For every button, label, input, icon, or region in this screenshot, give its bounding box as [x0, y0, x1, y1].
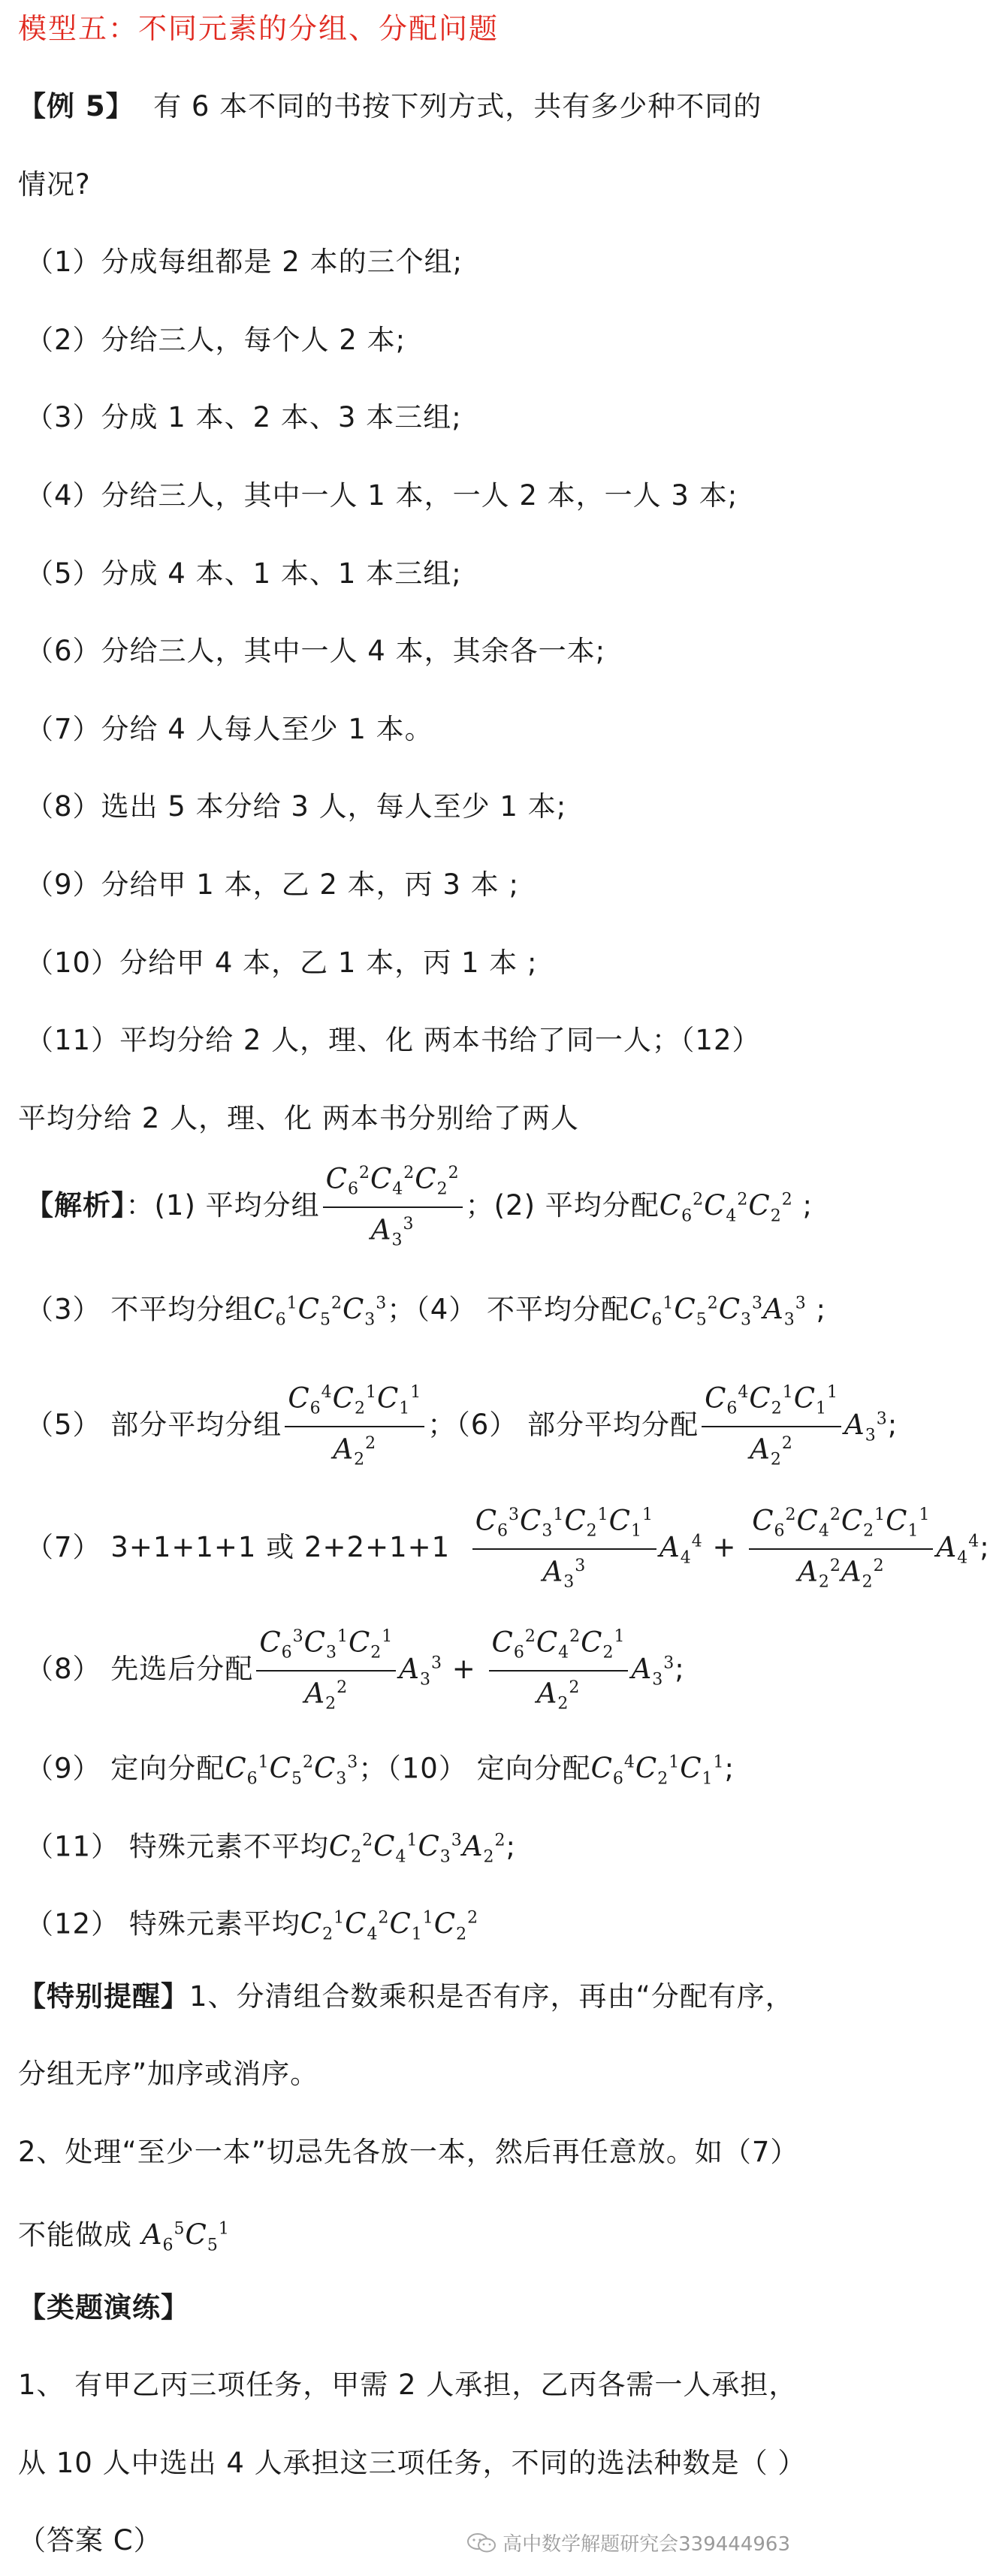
formula: $C_6^1C_5^2C_3^3$	[225, 1752, 359, 1789]
list-item: （4）分给三人，其中一人 1 本，一人 2 本，一人 3 本;	[26, 479, 738, 512]
formula: $\frac{C_6^2C_4^2C_2^1}{A_2^2}$	[489, 1620, 629, 1720]
list-item: （11）平均分给 2 人，理、化 两本书给了同一人；（12）	[26, 1024, 761, 1056]
list-item: （7）分给 4 人每人至少 1 本。	[26, 713, 433, 745]
analysis-line-3: （5） 部分平均分组 $\frac{C_6^4C_2^1C_1^1}{A_2^2}$ ；（6） 部分平均分配 $\frac{C_6^4C_2^1C_1^1}{A_2^2}$ $A_3^3$;	[26, 1376, 898, 1476]
formula: $C_2^1C_4^2C_1^1C_2^2$	[300, 1907, 479, 1944]
example-label: 【例 5】	[18, 90, 134, 122]
section-title: 模型五：不同元素的分组、分配问题	[18, 12, 500, 45]
practice-label: 【类题演练】	[18, 2291, 189, 2324]
analysis-line-1: 【解析】：(1) 平均分组 $\frac{C_6^2C_4^2C_2^2}{A_3^3}$ ；(2) 平均分配$C_6^2C_4^2C_2^2$ ;	[26, 1157, 813, 1257]
analysis-line-8: （12） 特殊元素平均$C_2^1C_4^2C_1^1C_2^2$	[26, 1907, 479, 1944]
reminder-line-4: 不能做成 $A_6^5C_5^1$	[18, 2218, 230, 2255]
reminder-line-3: 2、处理“至少一本”切忌先各放一本，然后再任意放。如（7）	[18, 2136, 799, 2168]
formula: $C_6^1C_5^2C_3^3A_3^3$	[629, 1293, 807, 1330]
analysis-line-4: （7） 3+1+1+1 或 2+2+1+1 $\frac{C_6^3C_3^1C_2^1C_1^1}{A_3^3}$ $A_4^4$ + $\frac{C_6^2C_4^2C_2^1C_1^1}{A_2^2A_2^2}$ $A_4^4$;	[26, 1499, 990, 1599]
wechat-icon	[466, 2532, 497, 2554]
list-item: （1）分成每组都是 2 本的三个组;	[26, 246, 463, 278]
practice-line-2: 从 10 人中选出 4 人承担这三项任务，不同的选法种数是（ ）	[18, 2447, 807, 2479]
practice-answer: （答案 C）	[18, 2524, 162, 2556]
analysis-line-2: （3） 不平均分组$C_6^1C_5^2C_3^3$；（4） 不平均分配$C_6^1C_5^2C_3^3A_3^3$ ;	[26, 1293, 826, 1330]
list-item: （2）分给三人，每个人 2 本;	[26, 324, 406, 356]
example-question-text: 有 6 本不同的书按下列方式，共有多少种不同的	[153, 90, 762, 122]
list-item: （8）选出 5 本分给 3 人，每人至少 1 本;	[26, 790, 567, 823]
formula: $\frac{C_6^4C_2^1C_1^1}{A_2^2}$	[702, 1376, 841, 1476]
analysis-label: 【解析】	[26, 1189, 126, 1222]
formula: $C_6^4C_2^1C_1^1$	[590, 1752, 725, 1789]
list-item: （10）分给甲 4 本，乙 1 本，丙 1 本 ;	[26, 947, 538, 979]
list-item: （5）分成 4 本、1 本、1 本三组;	[26, 557, 462, 590]
formula: $\frac{C_6^2C_4^2C_2^2}{A_3^3}$	[323, 1157, 463, 1257]
formula: $C_2^2C_4^1C_3^3A_2^2$	[328, 1830, 506, 1867]
watermark	[466, 2529, 790, 2556]
practice-line-1: 1、 有甲乙丙三项任务，甲需 2 人承担，乙丙各需一人承担，	[18, 2369, 798, 2401]
reminder-label: 【特别提醒】	[18, 1980, 189, 2013]
analysis-line-5: （8） 先选后分配 $\frac{C_6^3C_3^1C_2^1}{A_2^2}$ $A_3^3$ + $\frac{C_6^2C_4^2C_2^1}{A_2^2}$ $A_3^3$;	[26, 1620, 685, 1720]
example-question-line1	[18, 89, 762, 125]
example-question-line2: 情况?	[18, 168, 91, 201]
list-item: （9）分给甲 1 本，乙 2 本，丙 3 本 ;	[26, 868, 519, 901]
analysis-line-7: （11） 特殊元素不平均$C_2^2C_4^1C_3^3A_2^2$;	[26, 1830, 516, 1867]
formula: $\frac{C_6^2C_4^2C_2^1C_1^1}{A_2^2A_2^2}$	[749, 1499, 933, 1599]
formula: $A_6^5C_5^1$	[141, 2218, 230, 2255]
list-item: （3）分成 1 本、2 本、3 本三组;	[26, 401, 462, 433]
list-item: 平均分给 2 人，理、化 两本书分别给了两人	[18, 1102, 579, 1134]
reminder-line-1: 【特别提醒】1、分清组合数乘积是否有序，再由“分配有序，	[18, 1980, 794, 2013]
formula: $\frac{C_6^3C_3^1C_2^1C_1^1}{A_3^3}$	[472, 1499, 656, 1599]
analysis-line-6: （9） 定向分配$C_6^1C_5^2C_3^3$；（10） 定向分配$C_6^4C_2^1C_1^1$;	[26, 1752, 735, 1789]
formula: $C_6^2C_4^2C_2^2$	[659, 1189, 793, 1226]
formula: $\frac{C_6^4C_2^1C_1^1}{A_2^2}$	[285, 1376, 424, 1476]
watermark-text: 高中数学解题研究会339444963	[503, 2533, 790, 2556]
list-item: （6）分给三人，其中一人 4 本，其余各一本;	[26, 635, 606, 667]
formula: $C_6^1C_5^2C_3^3$	[253, 1293, 388, 1330]
formula: $\frac{C_6^3C_3^1C_2^1}{A_2^2}$	[256, 1620, 396, 1720]
formula: $A_3^3$	[844, 1409, 888, 1445]
reminder-line-2: 分组无序”加序或消序。	[18, 2058, 319, 2090]
